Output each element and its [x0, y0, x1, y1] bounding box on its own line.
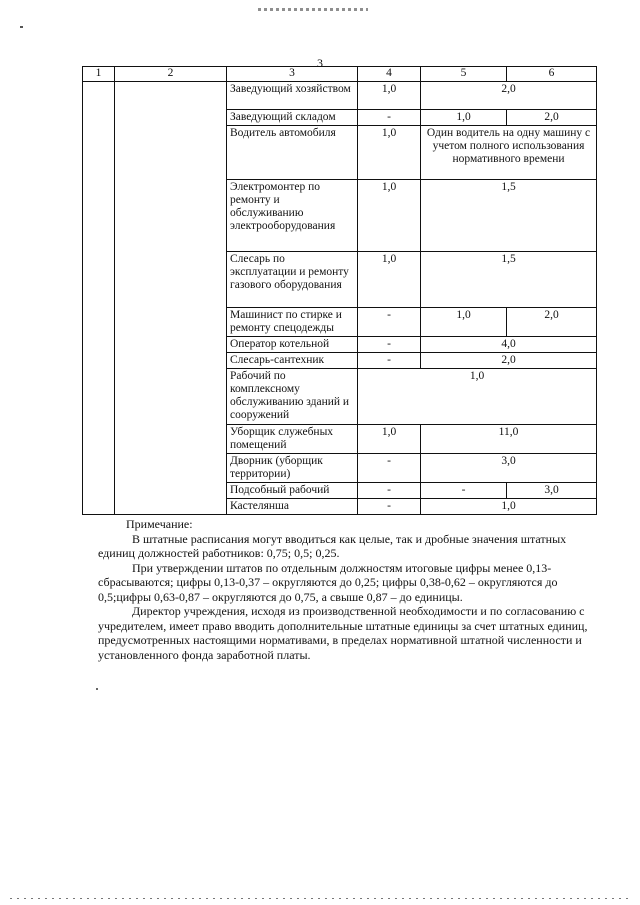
value-cell: - [358, 308, 421, 337]
position-cell: Слесарь по эксплуатации и ремонту газового оборудования [227, 252, 358, 308]
notes-heading: Примечание: [126, 517, 193, 531]
table-header-row [83, 67, 597, 82]
notes-section [98, 517, 600, 662]
value-cell: 1,0 [421, 308, 507, 337]
position-cell: Электромонтер по ремонту и обслуживанию электрооборудования [227, 180, 358, 252]
position-cell: Рабочий по комплексному обслуживанию зданий и сооружений [227, 369, 358, 425]
value-cell: 1,0 [358, 126, 421, 180]
value-cell: - [358, 483, 421, 499]
value-cell: 1,0 [358, 82, 421, 110]
header-cell: 2 [115, 67, 227, 82]
header-cell: 1 [83, 67, 115, 82]
notes-paragraph: При утверждении штатов по отдельным должностям итоговые цифры менее 0,13- сбрасываются; цифры 0,13-0,37 – округляются до 0,25; цифры 0,38-0,62 – округляются до 0,5;цифры 0,63-0,87 – округляются до 0,75, а свыше 0,87 – до единицы. [98, 560, 558, 604]
header-cell: 6 [507, 67, 597, 82]
value-cell: - [358, 353, 421, 369]
scan-artifact [10, 898, 630, 899]
value-cell: 3,0 [421, 454, 597, 483]
page-number: 3 [317, 56, 323, 70]
value-cell: Один водитель на одну машину с учетом полного использования нормативного времени [421, 126, 597, 180]
value-cell: 2,0 [507, 110, 597, 126]
value-cell: 2,0 [421, 82, 597, 110]
notes-paragraph: В штатные расписания могут вводиться как целые, так и дробные значения штатных единиц должностей работников: 0,75; 0,5; 0,25. [98, 531, 567, 560]
header-cell: 4 [358, 67, 421, 82]
value-cell: 4,0 [421, 337, 597, 353]
position-cell: Заведующий хозяйством [227, 82, 358, 110]
value-cell: 1,5 [421, 180, 597, 252]
position-cell: Дворник (уборщик территории) [227, 454, 358, 483]
header-cell: 3 [227, 67, 358, 82]
value-cell: 1,0 [358, 425, 421, 454]
scan-speck [96, 688, 98, 690]
notes-paragraph: Директор учреждения, исходя из производственной необходимости и по согласованию с учредителем, имеет право вводить дополнительные штатные единицы за счет штатных единиц, предусмотренных настоящими нормативами, в пределах нормативной штатной численности и установленного фонда заработной платы. [98, 604, 588, 662]
value-cell: 1,0 [421, 110, 507, 126]
value-cell: - [358, 454, 421, 483]
scan-artifact [20, 26, 23, 28]
position-cell: Машинист по стирке и ремонту спецодежды [227, 308, 358, 337]
value-cell: 1,5 [421, 252, 597, 308]
header-cell: 5 [421, 67, 507, 82]
value-cell: 1,0 [358, 252, 421, 308]
value-cell: - [421, 483, 507, 499]
value-cell: 2,0 [507, 308, 597, 337]
position-cell: Уборщик служебных помещений [227, 425, 358, 454]
empty-cell [115, 82, 227, 515]
value-cell: - [358, 337, 421, 353]
position-cell: Оператор котельной [227, 337, 358, 353]
value-cell: 3,0 [507, 483, 597, 499]
value-cell: 1,0 [358, 369, 597, 425]
value-cell: 1,0 [358, 180, 421, 252]
position-cell: Водитель автомобиля [227, 126, 358, 180]
table-row [83, 82, 597, 110]
position-cell: Кастелянша [227, 499, 358, 515]
staffing-table [82, 66, 597, 515]
position-cell: Подсобный рабочий [227, 483, 358, 499]
value-cell: 11,0 [421, 425, 597, 454]
position-cell: Слесарь-сантехник [227, 353, 358, 369]
value-cell: 1,0 [421, 499, 597, 515]
scan-artifact [258, 8, 368, 11]
value-cell: - [358, 499, 421, 515]
value-cell: 2,0 [421, 353, 597, 369]
value-cell: - [358, 110, 421, 126]
empty-cell [83, 82, 115, 515]
position-cell: Заведующий складом [227, 110, 358, 126]
